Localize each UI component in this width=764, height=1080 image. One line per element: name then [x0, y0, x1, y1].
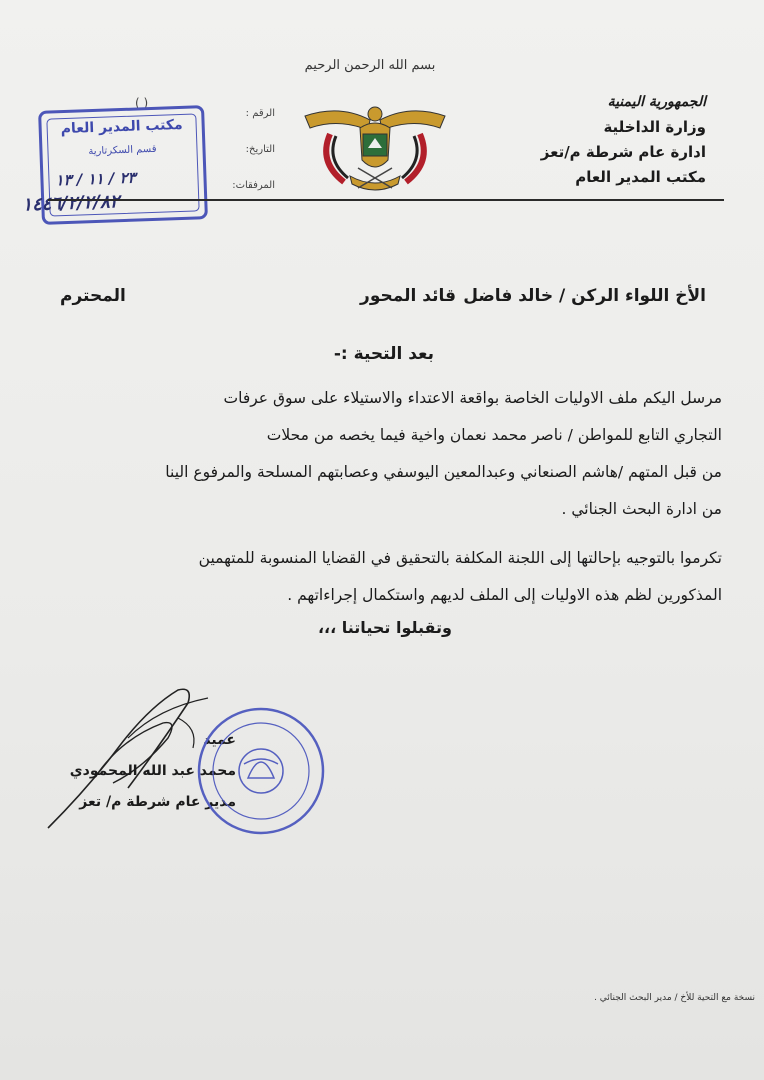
header-divider — [48, 199, 724, 201]
body-line: من ادارة البحث الجنائي . — [561, 500, 722, 518]
ref-number-value: ( ) — [135, 96, 149, 110]
letterhead-department: ادارة عام شرطة م/تعز — [540, 143, 706, 161]
stamp-title: مكتب المدير العام — [60, 116, 183, 138]
signatory-rank: عميد — [203, 732, 236, 748]
letterhead-office: مكتب المدير العام — [575, 168, 706, 186]
recipient-name: الأخ اللواء الركن / خالد فاضل — [463, 286, 706, 306]
reference-fields — [205, 96, 275, 204]
recipient-honorific: المحترم — [60, 286, 126, 306]
body-paragraph-1 — [42, 380, 722, 528]
office-receipt-stamp — [21, 105, 208, 225]
signatory-position: مدير عام شرطة م/ تعز — [79, 794, 236, 810]
body-line: مرسل اليكم ملف الاوليات الخاصة بواقعة الاعتداء والاستيلاء على سوق عرفات — [223, 389, 722, 407]
footer-copy-note: نسخة مع التحية للأخ / مدير البحث الجنائي . — [594, 993, 755, 1003]
greeting: بعد التحية :- — [333, 344, 434, 364]
letterhead-ministry — [486, 90, 706, 190]
ref-number-label: الرقم : — [245, 108, 275, 119]
recipient-line — [60, 286, 706, 316]
body-line: تكرموا بالتوجيه بإحالتها إلى اللجنة المكلفة بالتحقيق في القضايا المنسوبة للمتهمين — [198, 549, 722, 567]
signatory-name: محمد عبد الله المحمودي — [69, 763, 236, 779]
closing-line: وتقبلوا تحياتنا ،،، — [317, 618, 452, 637]
official-round-stamp — [196, 706, 326, 836]
body-paragraph-2 — [42, 540, 722, 614]
body-line: المذكورين لظم هذه الاوليات إلى الملف لديهم واستكمال إجراءاتهم . — [287, 586, 722, 604]
basmala: بسم الله الرحمن الرحيم — [304, 58, 436, 73]
body-line: من قبل المتهم /هاشم الصنعاني وعبدالمعين اليوسفي وعصابتهم المسلحة والمرفوع الينا — [165, 463, 722, 481]
stamp-number: ١٤٤٦/٢/٢/٨٢ — [21, 191, 120, 216]
stamp-date: ٢٣ / ١١ / ١٣ — [55, 168, 137, 190]
letterhead-country: الجمهورية اليمنية — [607, 94, 706, 110]
body-line: التجاري التابع للمواطن / ناصر محمد نعمان واخية فيما يخصه من محلات — [266, 426, 722, 444]
letterhead-ministry-name: وزارة الداخلية — [603, 118, 706, 136]
ref-attachments-label: المرفقات: — [232, 180, 275, 191]
ref-date-label: التاريخ: — [245, 144, 275, 155]
yemen-emblem-icon — [300, 98, 450, 198]
stamp-subtitle: قسم السكرتارية — [88, 143, 157, 158]
recipient-title: قائد المحور — [360, 286, 456, 306]
